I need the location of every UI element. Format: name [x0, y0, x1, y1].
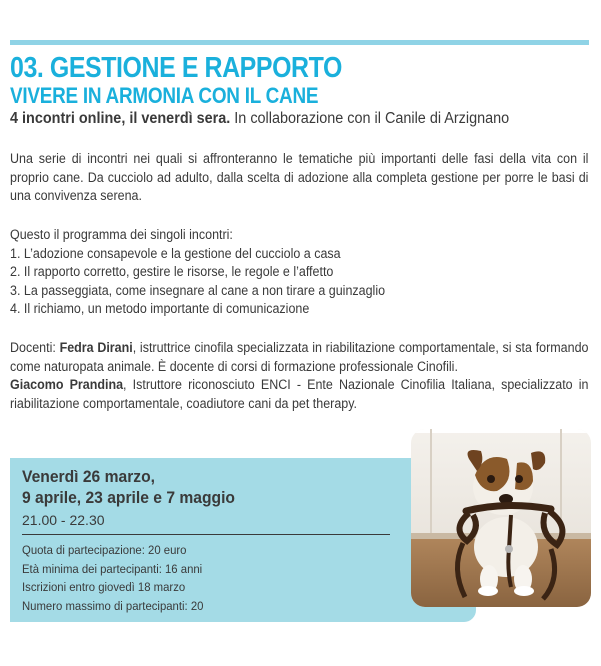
- section-title: 03. GESTIONE E RAPPORTO: [10, 52, 342, 84]
- event-dates: [22, 466, 235, 508]
- docent-2: [10, 376, 588, 413]
- list-item: 3. La passeggiata, come insegnare al cane a non tirare a guinzaglio: [10, 282, 386, 298]
- detail-min-age: Età minima dei partecipanti: 16 anni: [22, 561, 203, 576]
- docents-section: [10, 339, 588, 413]
- docent-2-name: Giacomo Prandina: [10, 377, 124, 393]
- list-item: 1. L’adozione consapevole e la gestione del cucciolo a casa: [10, 245, 341, 261]
- list-item: 4. Il richiamo, un metodo importante di comunicazione: [10, 301, 310, 317]
- event-dates-line-1: Venerdì 26 marzo,: [22, 467, 156, 486]
- detail-max-participants: Numero massimo di partecipanti: 20: [22, 598, 204, 613]
- list-item: 2. Il rapporto corretto, gestire le risorse, le regole e l’affetto: [10, 264, 334, 280]
- top-accent-bar: [10, 40, 589, 45]
- intro-paragraph: [10, 150, 588, 206]
- lead-line: [10, 110, 509, 128]
- docent-1-name: Fedra Dirani: [59, 340, 133, 355]
- docents-label: Docenti:: [10, 340, 60, 355]
- lead-bold: 4 incontri online, il venerdì sera.: [10, 110, 231, 127]
- program-heading: Questo il programma dei singoli incontri:: [10, 227, 233, 242]
- docent-2-desc: , Istruttore riconosciuto ENCI - Ente Nazionale Cinofilia Italiana, specializzato in riabilitazione comportamentale, coadiutore cani da pet therapy.: [10, 377, 589, 411]
- detail-registration: Iscrizioni entro giovedì 18 marzo: [22, 580, 186, 595]
- event-details: [22, 541, 203, 615]
- detail-fee: Quota di partecipazione: 20 euro: [22, 543, 187, 557]
- docent-1-desc: , istruttrice cinofila specializzata in riabilitazione comportamentale, si sta formando come naturopata animale. È docente di corsi di formazione professionale Cinofili.: [10, 340, 589, 374]
- program-list: [10, 245, 588, 319]
- lead-rest: In collaborazione con il Canile di Arzignano: [230, 110, 510, 127]
- event-time: 21.00 - 22.30: [22, 512, 105, 528]
- dog-photo: [411, 429, 591, 607]
- event-dates-line-2: 9 aprile, 23 aprile e 7 maggio: [22, 488, 235, 507]
- program-section: [10, 226, 588, 319]
- intro-text: Una serie di incontri nei quali si affronteranno le tematiche più importanti delle fasi della vita con il proprio cane. Da cucciolo ad adulto, dalla scelta di adozione alla completa gestione per porre le basi di una convivenza serena.: [10, 151, 589, 204]
- divider: [22, 534, 390, 535]
- section-subtitle: VIVERE IN ARMONIA CON IL CANE: [10, 83, 319, 108]
- docent-1: [10, 339, 588, 376]
- dog-with-leash-image: [411, 429, 591, 607]
